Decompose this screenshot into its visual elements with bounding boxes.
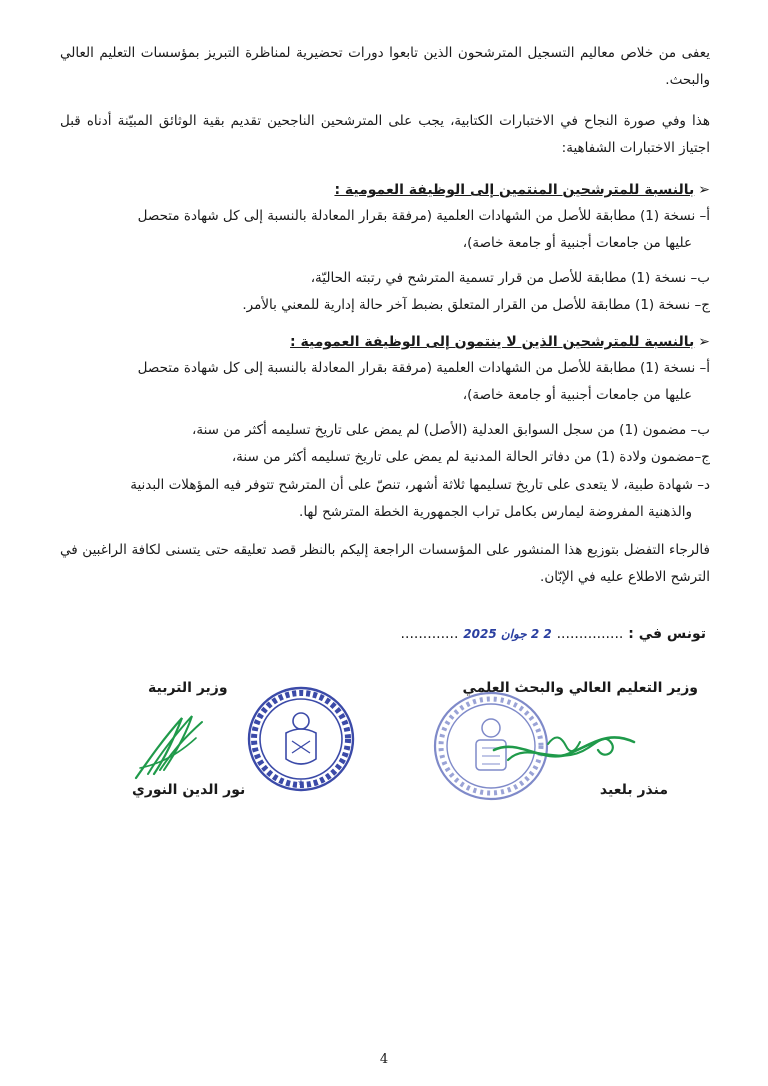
item-line: أ– نسخة (1) مطابقة للأصل من الشهادات العلمية (مرفقة بقرار المعادلة بالنسبة إلى كل شهادة متحصل [137,208,710,224]
ministry-seal-left-icon [246,685,356,793]
section-a-item-1 [60,203,710,257]
svg-text:★: ★ [297,778,305,787]
section-a-item-2: ب– نسخة (1) مطابقة للأصل من قرار تسمية المترشح في رتبته الحاليّة، [310,270,710,286]
intro-paragraph-1: يعفى من خلاص معاليم التسجيل المترشحون الذين تابعوا دورات تحضيرية لمناظرة التبريز بمؤسسات التعليم العالي والبحث. [60,45,710,88]
section-b-item-2: ب– مضمون (1) من سجل السوابق العدلية (الأصل) لم يمض على تاريخ تسليمه أكثر من سنة، [192,422,710,438]
item-line: د– شهادة طبية، لا يتعدى على تاريخ تسليمها ثلاثة أشهر، تنصّ على أن المترشح تتوفر فيه المؤهلات البدنية [130,477,710,493]
signatory-right-title: وزير التعليم العالي والبحث العلمي [462,680,698,696]
section-b-item-3: ج–مضمون ولادة (1) من دفاتر الحالة المدنية لم يمض على تاريخ تسليمه أكثر من سنة، [231,449,710,465]
place-date-line [401,626,706,642]
closing-paragraph: فالرجاء التفضل بتوزيع هذا المنشور على المؤسسات الراجعة إليكم بالنظر قصد تعليقه حتى يتسنى لكافة الراغبين في الترشح الاطلاع عليه في الإبّان. [60,542,710,585]
item-line-continued: والذهنية المفروضة ليمارس بكامل تراب الجمهورية الخطة المترشح لها. [299,504,692,520]
place-label: تونس في : [628,626,706,642]
section-a-heading [334,178,710,202]
date-stamp: 2 2 جوان 2025 [463,627,552,641]
intro-paragraph-2: هذا وفي صورة النجاح في الاختبارات الكتابية، يجب على المترشحين الناجحين تقديم بقية الوثائق المبيّنة أدناه قبل اجتياز الاختبارات الشفاهية: [60,113,710,156]
section-b-heading-text: بالنسبة للمترشحين الذين لا ينتمون إلى الوظيفة العمومية : [290,334,695,350]
signature-left-icon [130,708,210,786]
section-a-heading-text: بالنسبة للمترشحين المنتمين إلى الوظيفة العمومية : [334,182,695,198]
page-number: 4 [379,1052,389,1067]
dotted-leader: ............. [400,626,459,642]
item-line: أ– نسخة (1) مطابقة للأصل من الشهادات العلمية (مرفقة بقرار المعادلة بالنسبة إلى كل شهادة متحصل [137,360,710,376]
section-a-item-3: ج– نسخة (1) مطابقة للأصل من القرار المتعلق بضبط آخر حالة إدارية للمعني بالأمر. [242,297,710,313]
signatory-left-title: وزير التربية [148,680,228,696]
dotted-leader: ............... [556,626,624,642]
signatory-left-name: نور الدين النوري [132,782,246,798]
item-line-continued: عليها من جامعات أجنبية أو جامعة خاصة)، [462,387,692,403]
signature-right-icon [488,720,638,780]
item-line-continued: عليها من جامعات أجنبية أو جامعة خاصة)، [462,235,692,251]
signatory-right-name: منذر بلعيد [599,782,668,798]
section-b-item-4 [60,472,710,526]
section-b-heading [290,330,710,354]
arrowhead-icon: ➢ [698,334,710,350]
arrowhead-icon: ➢ [698,182,710,198]
section-b-item-1 [60,355,710,409]
